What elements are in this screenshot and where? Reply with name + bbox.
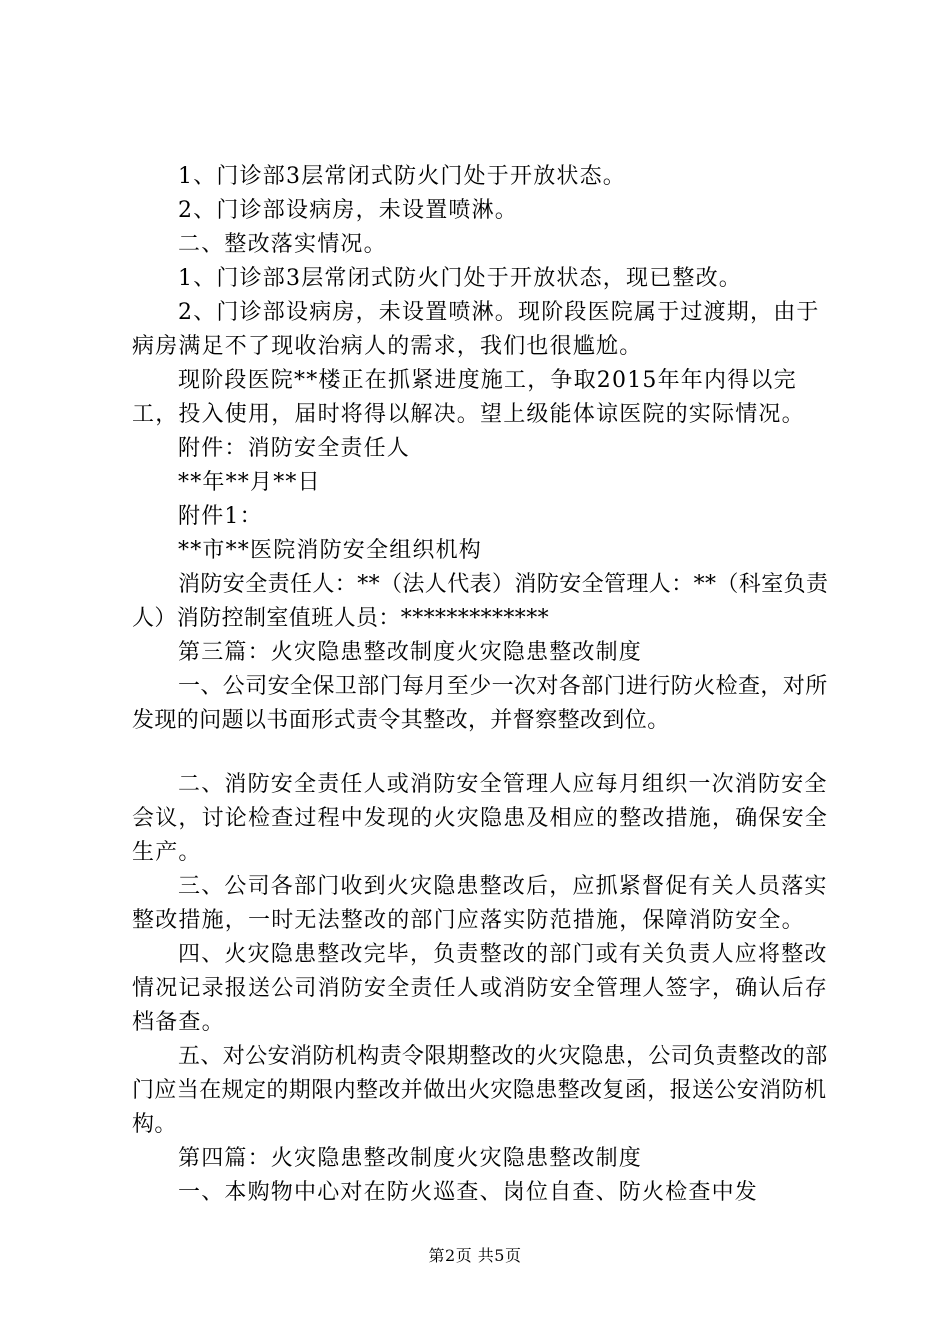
- paragraph-5: 现阶段医院**楼正在抓紧进度施工，争取2015年年内得以完工，投入使用，届时将得以解决。望上级能体谅医院的实际情况。: [132, 368, 805, 427]
- rule-2: 二、消防安全责任人或消防安全管理人应每月组织一次消防安全会议，讨论检查过程中发现的火灾隐患及相应的整改措施，确保安全生产。: [132, 772, 829, 865]
- rule-5: 五、对公安消防机构责令限期整改的火灾隐患，公司负责整改的部门应当在规定的期限内整改并做出火灾隐患整改复函，报送公安消防机构。: [132, 1044, 828, 1137]
- rule-3: 三、公司各部门收到火灾隐患整改后，应抓紧督促有关人员落实整改措施，一时无法整改的部门应落实防范措施，保障消防安全。: [132, 874, 828, 933]
- paragraph-2: 2、门诊部设病房，未设置喷淋。: [178, 198, 518, 223]
- attachment-note: 附件：消防安全责任人: [178, 436, 411, 461]
- blank-line: [132, 738, 832, 768]
- rule-4: 四、火灾隐患整改完毕，负责整改的部门或有关负责人应将整改情况记录报送公司消防安全责任人或消防安全管理人签字，确认后存档备查。: [132, 942, 829, 1035]
- section-heading-rectification: 二、整改落实情况。: [178, 232, 387, 257]
- date-line: **年**月**日: [178, 470, 321, 495]
- chapter-4-rule-1: 一、本购物中心对在防火巡查、岗位自查、防火检查中发: [178, 1180, 759, 1205]
- paragraph-3: 1、门诊部3层常闭式防火门处于开放状态，现已整改。: [178, 266, 742, 291]
- attachment-1-label: 附件1：: [178, 504, 263, 529]
- responsible-persons: 消防安全责任人：**（法人代表）消防安全管理人：**（科室负责人）消防控制室值班人员：*************: [132, 572, 829, 631]
- paragraph-4: 2、门诊部设病房，未设置喷淋。现阶段医院属于过渡期，由于病房满足不了现收治病人的需求，我们也很尴尬。: [132, 300, 820, 359]
- chapter-3-heading: 第三篇：火灾隐患整改制度火灾隐患整改制度: [178, 640, 643, 665]
- paragraph-1: 1、门诊部3层常闭式防火门处于开放状态。: [178, 164, 626, 189]
- document-body: [132, 160, 832, 1210]
- rule-1: 一、公司安全保卫部门每月至少一次对各部门进行防火检查，对所发现的问题以书面形式责令其整改，并督察整改到位。: [132, 674, 828, 733]
- organization-title: **市**医院消防安全组织机构: [178, 538, 483, 563]
- chapter-4-heading: 第四篇：火灾隐患整改制度火灾隐患整改制度: [178, 1146, 643, 1171]
- page-footer: 第2页 共5页: [428, 1246, 522, 1265]
